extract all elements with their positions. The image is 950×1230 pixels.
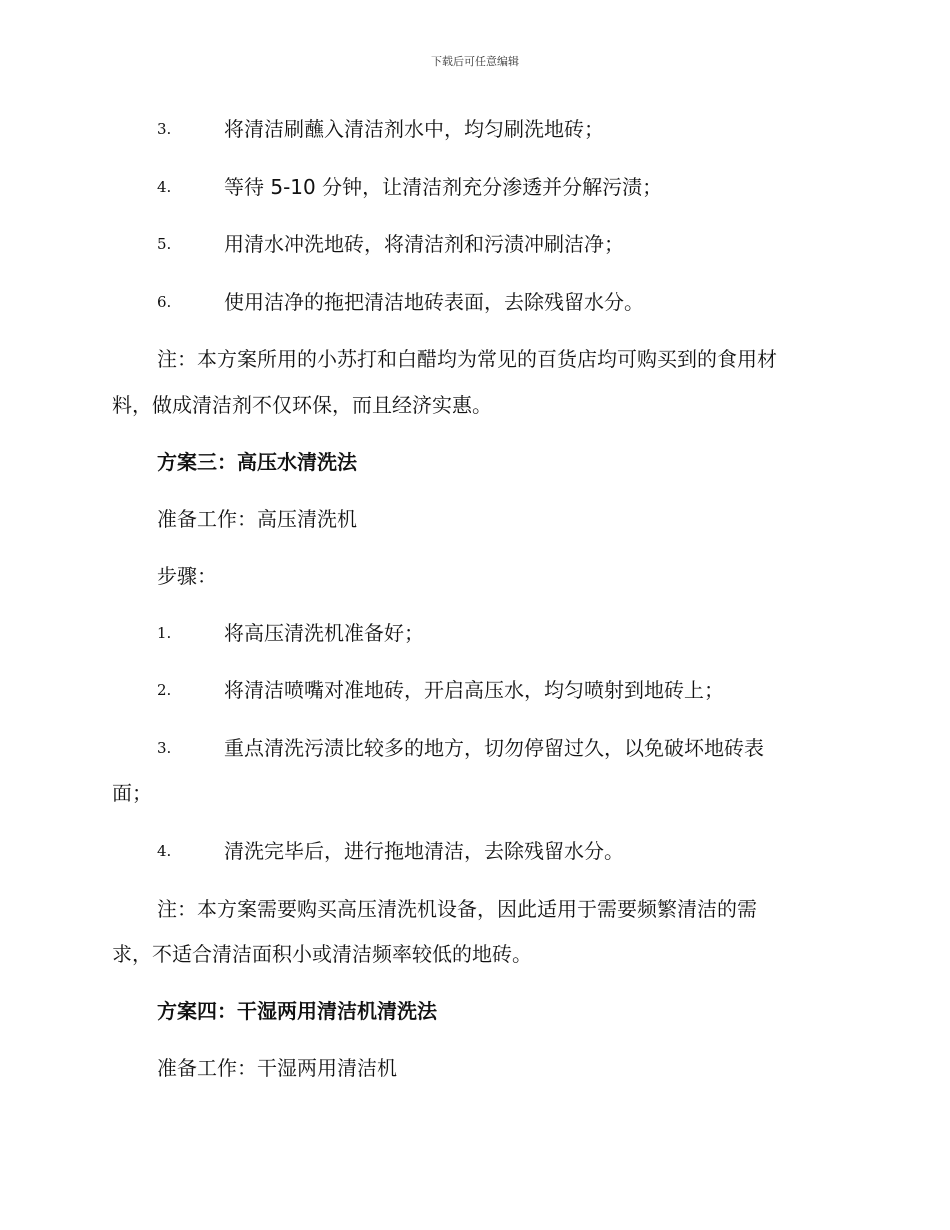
- step-text: 将清洁喷嘴对准地砖，开启高压水，均匀喷射到地砖上；: [224, 678, 724, 702]
- note-paragraph-line1: 注：本方案需要购买高压清洗机设备，因此适用于需要频繁清洁的需: [157, 897, 757, 921]
- steps-label: 步骤：: [157, 564, 217, 588]
- step-number: 1.: [157, 624, 172, 642]
- step-number: 5.: [157, 235, 172, 253]
- section-title: 方案三：高压水清洗法: [157, 450, 357, 474]
- note-paragraph-line1: 注：本方案所用的小苏打和白醋均为常见的百货店均可购买到的食用材: [157, 347, 777, 371]
- step-text: 将高压清洗机准备好；: [224, 621, 424, 645]
- step-text: 重点清洗污渍比较多的地方，切勿停留过久，以免破坏地砖表: [224, 736, 764, 760]
- section-title: 方案四：干湿两用清洁机清洗法: [157, 999, 437, 1023]
- prep-line: 准备工作：干湿两用清洁机: [157, 1056, 397, 1080]
- step-text: 使用洁净的拖把清洁地砖表面，去除残留水分。: [224, 290, 644, 314]
- prep-line: 准备工作：高压清洗机: [157, 507, 357, 531]
- step-number: 3.: [157, 739, 172, 757]
- step-number: 3.: [157, 120, 172, 138]
- step-number: 2.: [157, 681, 172, 699]
- note-paragraph-line2: 求，不适合清洁面积小或清洁频率较低的地砖。: [112, 942, 532, 966]
- step-text: 等待 5-10 分钟，让清洁剂充分渗透并分解污渍；: [224, 175, 663, 199]
- step-number: 4.: [157, 178, 172, 196]
- step-text: 将清洁刷蘸入清洁剂水中，均匀刷洗地砖；: [224, 117, 604, 141]
- step-text: 清洗完毕后，进行拖地清洁，去除残留水分。: [224, 839, 624, 863]
- step-number: 4.: [157, 842, 172, 860]
- page-header: 下载后可任意编辑: [431, 55, 519, 68]
- note-paragraph-line2: 料，做成清洁剂不仅环保，而且经济实惠。: [112, 393, 492, 417]
- step-text: 用清水冲洗地砖，将清洁剂和污渍冲刷洁净；: [224, 232, 624, 256]
- step-number: 6.: [157, 293, 172, 311]
- step-text-continuation: 面；: [112, 781, 152, 805]
